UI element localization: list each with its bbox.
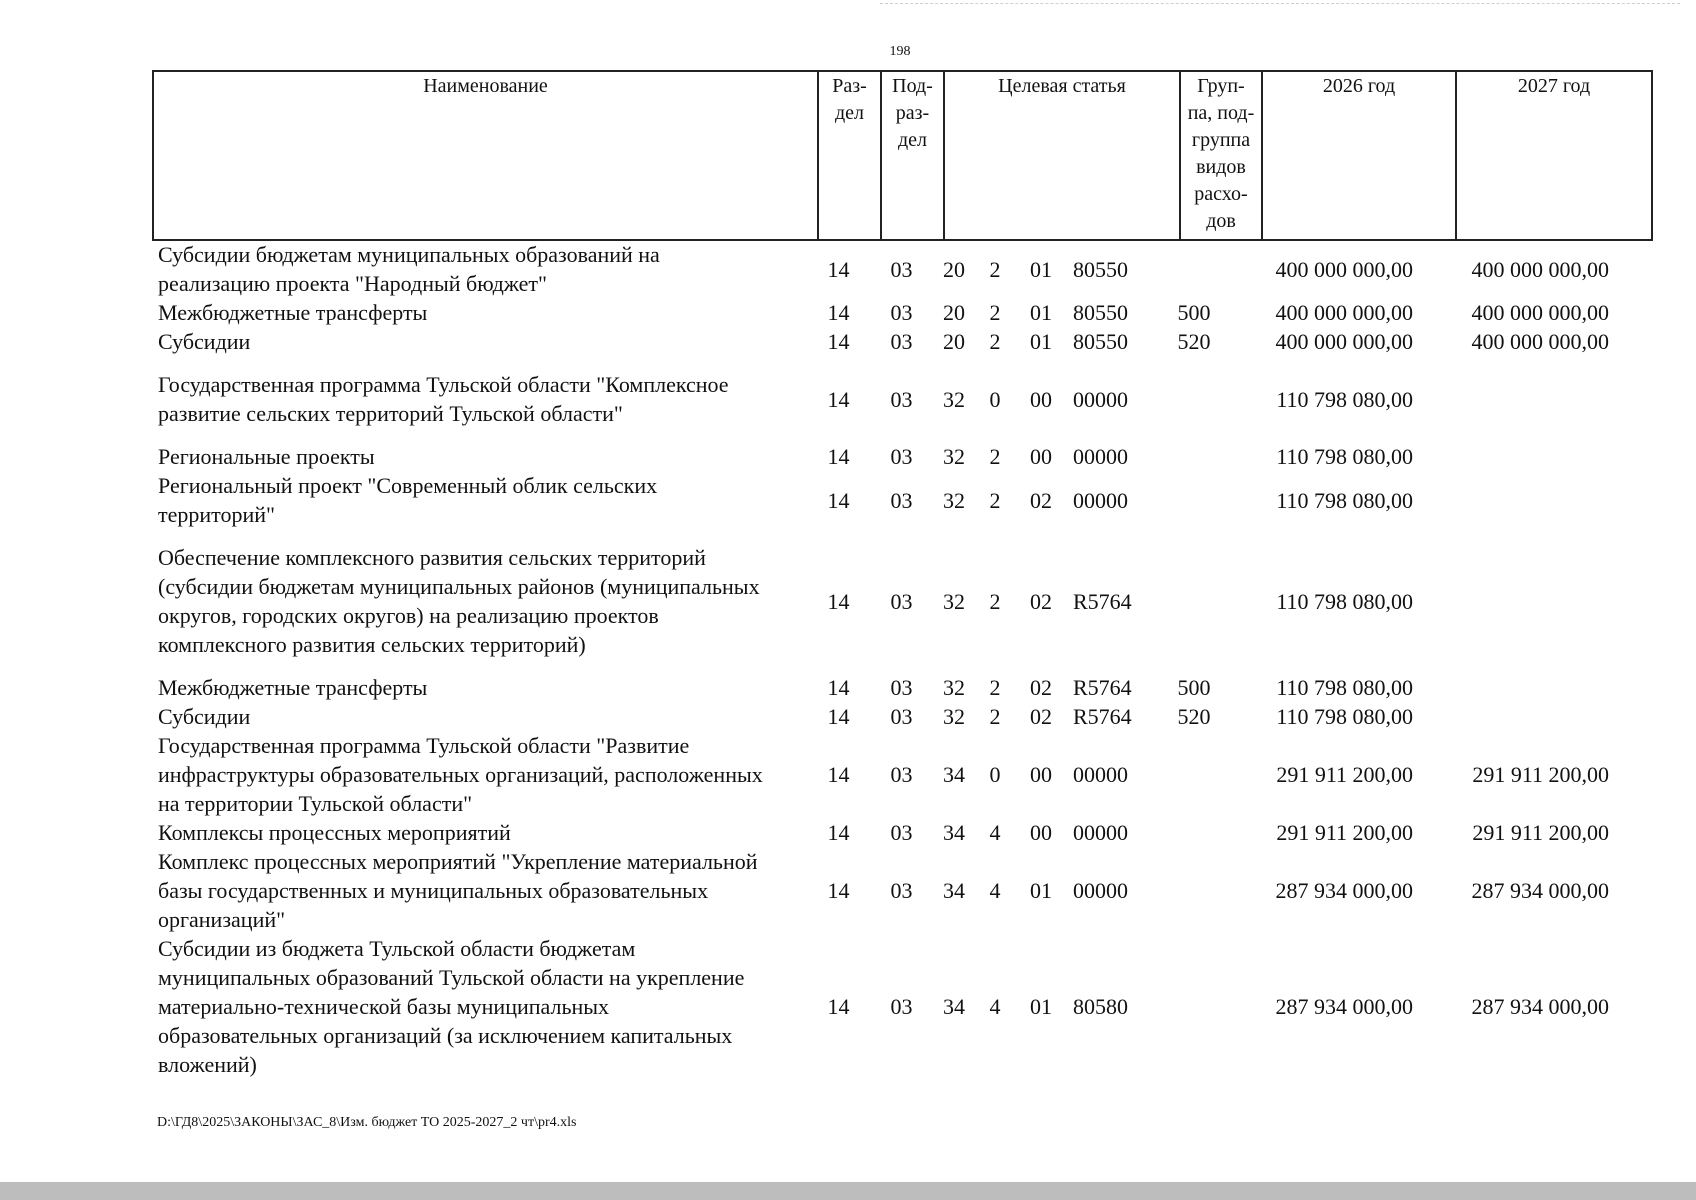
row-name-line: Государственная программа Тульской области "Развитие: [158, 733, 690, 758]
cell-razdel: 14: [827, 588, 850, 614]
table-header: [152, 70, 1653, 241]
table-body: [152, 240, 1647, 1079]
row-name-line: Межбюджетные трансферты: [158, 675, 428, 700]
cell-podrazdel: 03: [890, 329, 913, 354]
cell-target-structure: 01: [1030, 256, 1052, 282]
cell-amount-2027: 400 000 000,00: [1471, 300, 1609, 325]
row-name-line: Региональный проект "Современный облик сельских: [158, 473, 658, 498]
cell-target-type: 4: [989, 878, 1001, 903]
cell-razdel: 14: [827, 675, 850, 700]
cell-target-type: 4: [989, 994, 1001, 1019]
cell-target-direction: 00000: [1073, 762, 1128, 787]
cell-target-type: 2: [989, 704, 1001, 729]
row-name-line: Комплексы процессных мероприятий: [158, 820, 511, 845]
row-name-line: Субсидии: [158, 329, 251, 354]
row-name-line: реализацию проекта "Народный бюджет": [158, 271, 548, 296]
row-name-line: базы государственных и муниципальных образовательных: [158, 878, 709, 903]
cell-target-structure: 00: [1030, 820, 1052, 845]
cell-podrazdel: 03: [890, 820, 913, 845]
row-name-line: вложений): [158, 1052, 257, 1077]
cell-target-program: 34: [943, 878, 965, 903]
row-name-line: материально-технической базы муниципальных: [158, 994, 610, 1019]
cell-target-structure: 01: [1030, 300, 1052, 325]
cell-expense-group: 520: [1177, 704, 1211, 729]
row-name-line: развитие сельских территорий Тульской области": [158, 401, 623, 426]
header-year-2026: 2026 год: [1262, 71, 1456, 240]
cell-target-type: 0: [989, 386, 1001, 412]
cell-amount-2027: 291 911 200,00: [1472, 820, 1609, 845]
cell-amount-2026: 400 000 000,00: [1275, 329, 1413, 354]
row-spacer: [152, 659, 1647, 673]
cell-target-structure: 00: [1030, 762, 1052, 787]
cell-podrazdel: 03: [890, 994, 913, 1019]
cell-target-type: 2: [989, 444, 1001, 469]
cell-podrazdel: 03: [890, 588, 913, 614]
cell-target-program: 32: [943, 487, 965, 513]
cell-amount-2026: 400 000 000,00: [1275, 300, 1413, 325]
cell-podrazdel: 03: [890, 444, 913, 469]
cell-target-program: 32: [943, 675, 965, 700]
row-name: [152, 471, 807, 529]
row-name-line: Субсидии бюджетам муниципальных образований на: [158, 242, 660, 267]
cell-razdel: 14: [827, 762, 850, 787]
cell-podrazdel: 03: [890, 878, 913, 903]
cell-expense-group: 500: [1177, 300, 1211, 325]
table-row: [152, 471, 1647, 529]
cell-amount-2027: 291 911 200,00: [1472, 762, 1609, 787]
table-row: [152, 934, 1647, 1079]
row-name-line: на территории Тульской области": [158, 791, 473, 816]
cell-target-type: 2: [989, 588, 1001, 614]
cell-razdel: 14: [827, 444, 850, 469]
cell-target-program: 20: [943, 300, 965, 325]
page-number: 198: [889, 44, 911, 59]
cell-target-direction: 00000: [1073, 487, 1128, 513]
header-target: Целевая статья: [944, 71, 1180, 240]
row-name-line: организаций": [158, 907, 286, 932]
table-row: [152, 702, 1647, 731]
row-name-line: округов, городских округов) на реализацию проектов: [158, 603, 659, 628]
cell-podrazdel: 03: [890, 386, 913, 412]
row-name-line: Межбюджетные трансферты: [158, 300, 428, 325]
row-name: [152, 442, 807, 471]
cell-razdel: 14: [827, 329, 850, 354]
cell-target-type: 2: [989, 300, 1001, 325]
cell-target-structure: 01: [1030, 329, 1052, 354]
cell-expense-group: 520: [1177, 329, 1211, 354]
cell-target-structure: 02: [1030, 588, 1052, 614]
cell-amount-2026: 291 911 200,00: [1276, 762, 1413, 787]
cell-target-direction: 00000: [1073, 386, 1128, 412]
cell-target-program: 32: [943, 444, 965, 469]
cell-target-program: 34: [943, 820, 965, 845]
cell-podrazdel: 03: [890, 487, 913, 513]
row-name: [152, 847, 807, 934]
cell-target-structure: 00: [1030, 386, 1052, 412]
row-name-line: Государственная программа Тульской области "Комплексное: [158, 372, 729, 397]
cell-target-direction: R5764: [1073, 588, 1132, 614]
file-path-footer: D:\ГД8\2025\ЗАКОНЫ\ЗАС_8\Изм. бюджет ТО 2025-2027_2 чт\pr4.xls: [157, 1115, 577, 1130]
header-podrazdel: Под- раз- дел: [881, 71, 944, 240]
row-name: [152, 818, 807, 847]
cell-amount-2026: 110 798 080,00: [1276, 386, 1413, 412]
cell-target-program: 20: [943, 256, 965, 282]
row-name: [152, 298, 807, 327]
cell-target-type: 0: [989, 762, 1001, 787]
cell-target-type: 2: [989, 487, 1001, 513]
cell-podrazdel: 03: [890, 256, 913, 282]
table-row: [152, 847, 1647, 934]
row-name-line: образовательных организаций (за исключением капитальных: [158, 1023, 733, 1048]
table-row: [152, 442, 1647, 471]
header-name: Наименование: [153, 71, 818, 240]
row-name-line: комплексного развития сельских территорий): [158, 632, 586, 657]
row-name-line: Субсидии: [158, 704, 251, 729]
row-spacer: [152, 356, 1647, 370]
row-name: [152, 673, 807, 702]
table-row: [152, 327, 1647, 356]
row-name-line: Региональные проекты: [158, 444, 375, 469]
cell-razdel: 14: [827, 256, 850, 282]
cell-target-type: 2: [989, 675, 1001, 700]
table-row: [152, 673, 1647, 702]
row-name: [152, 370, 807, 428]
table-row: [152, 370, 1647, 428]
cell-podrazdel: 03: [890, 704, 913, 729]
cell-amount-2026: 110 798 080,00: [1276, 704, 1413, 729]
row-name-line: Комплекс процессных мероприятий "Укрепление материальной: [158, 849, 758, 874]
row-name: [152, 702, 807, 731]
cell-amount-2027: 400 000 000,00: [1471, 256, 1609, 282]
cell-target-structure: 02: [1030, 704, 1052, 729]
row-name-line: инфраструктуры образовательных организаций, расположенных: [158, 762, 763, 787]
cell-razdel: 14: [827, 704, 850, 729]
cell-target-structure: 02: [1030, 675, 1052, 700]
cell-amount-2026: 287 934 000,00: [1275, 994, 1413, 1019]
row-name: [152, 934, 807, 1079]
cell-amount-2027: 287 934 000,00: [1471, 994, 1609, 1019]
cell-target-program: 20: [943, 329, 965, 354]
cell-target-structure: 02: [1030, 487, 1052, 513]
cell-target-structure: 01: [1030, 878, 1052, 903]
cell-podrazdel: 03: [890, 300, 913, 325]
cell-target-program: 32: [943, 386, 965, 412]
table-row: [152, 731, 1647, 818]
cell-target-direction: 80550: [1073, 329, 1128, 354]
cell-amount-2026: 400 000 000,00: [1275, 256, 1413, 282]
row-name-line: Субсидии из бюджета Тульской области бюджетам: [158, 936, 636, 961]
cell-target-direction: 80550: [1073, 256, 1128, 282]
cell-razdel: 14: [827, 300, 850, 325]
cell-target-direction: 00000: [1073, 878, 1128, 903]
cell-amount-2026: 110 798 080,00: [1276, 487, 1413, 513]
cell-target-direction: 00000: [1073, 820, 1128, 845]
cell-razdel: 14: [827, 994, 850, 1019]
cell-podrazdel: 03: [890, 675, 913, 700]
cell-amount-2026: 291 911 200,00: [1276, 820, 1413, 845]
cell-amount-2026: 110 798 080,00: [1276, 588, 1413, 614]
cell-expense-group: 500: [1177, 675, 1211, 700]
table-row: [152, 240, 1647, 298]
table-row: [152, 298, 1647, 327]
row-name-line: Обеспечение комплексного развития сельских территорий: [158, 545, 706, 570]
cell-target-type: 2: [989, 256, 1001, 282]
cell-amount-2026: 110 798 080,00: [1276, 444, 1413, 469]
cell-target-direction: R5764: [1073, 704, 1132, 729]
cell-amount-2027: 400 000 000,00: [1471, 329, 1609, 354]
cell-target-program: 32: [943, 588, 965, 614]
row-name: [152, 731, 807, 818]
cell-razdel: 14: [827, 386, 850, 412]
cell-target-direction: 80580: [1073, 994, 1128, 1019]
header-group: Груп- па, под- группа видов расхо- дов: [1180, 71, 1262, 240]
header-year-2027: 2027 год: [1456, 71, 1652, 240]
row-name-line: территорий": [158, 502, 276, 527]
cell-target-program: 34: [943, 762, 965, 787]
cell-target-direction: 00000: [1073, 444, 1128, 469]
cell-target-type: 2: [989, 329, 1001, 354]
cell-razdel: 14: [827, 487, 850, 513]
scan-artifact-line: [880, 3, 1680, 4]
row-spacer: [152, 428, 1647, 442]
row-name: [152, 240, 807, 298]
row-spacer: [152, 529, 1647, 543]
cell-target-structure: 01: [1030, 994, 1052, 1019]
header-razdel: Раз- дел: [818, 71, 881, 240]
row-name: [152, 327, 807, 356]
cell-podrazdel: 03: [890, 762, 913, 787]
cell-target-program: 34: [943, 994, 965, 1019]
cell-amount-2026: 287 934 000,00: [1275, 878, 1413, 903]
row-name-line: муниципальных образований Тульской области на укрепление: [158, 965, 745, 990]
cell-target-type: 4: [989, 820, 1001, 845]
cell-target-direction: 80550: [1073, 300, 1128, 325]
cell-target-structure: 00: [1030, 444, 1052, 469]
table-row: [152, 543, 1647, 659]
cell-amount-2027: 287 934 000,00: [1471, 878, 1609, 903]
table-row: [152, 818, 1647, 847]
cell-target-program: 32: [943, 704, 965, 729]
cell-razdel: 14: [827, 820, 850, 845]
cell-target-direction: R5764: [1073, 675, 1132, 700]
cell-amount-2026: 110 798 080,00: [1276, 675, 1413, 700]
row-name-line: (субсидии бюджетам муниципальных районов (муниципальных: [158, 574, 760, 599]
cell-razdel: 14: [827, 878, 850, 903]
row-name: [152, 543, 807, 659]
